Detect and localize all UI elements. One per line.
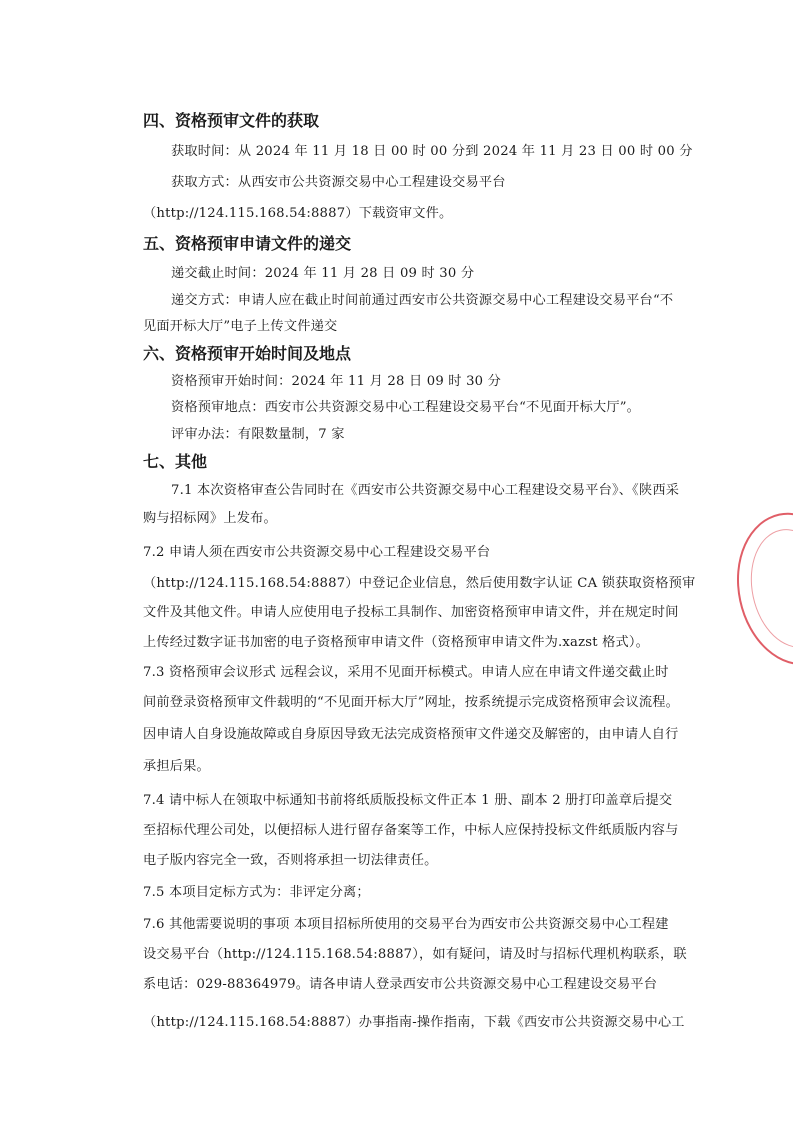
s7-p1-line: 购与招标网》上发布。 [143, 511, 277, 526]
s7-p2-line: （http://124.115.168.54:8887）中登记企业信息，然后使用数字认证 CA 锁获取资格预审 [143, 576, 696, 591]
s6-review-method: 评审办法：有限数量制，7 家 [171, 427, 345, 442]
s6-start-time: 资格预审开始时间：2024 年 11 月 28 日 09 时 30 分 [171, 374, 502, 389]
s7-p6-line: 7.6 其他需要说明的事项 本项目招标所使用的交易平台为西安市公共资源交易中心工程建 [143, 917, 669, 932]
s4-acquire-method: 获取方式：从西安市公共资源交易中心工程建设交易平台 [171, 175, 506, 190]
s4-acquire-time: 获取时间：从 2024 年 11 月 18 日 00 时 00 分到 2024 年 11 月 23 日 00 时 00 分 [171, 144, 693, 159]
section-5-heading: 五、资格预审申请文件的递交 [143, 234, 352, 253]
official-seal-stamp [723, 502, 793, 676]
s5-method-line2: 见面开标大厅”电子上传文件递交 [143, 319, 338, 334]
s7-p2-line: 文件及其他文件。申请人应使用电子投标工具制作、加密资格预审申请文件，并在规定时间 [143, 605, 679, 620]
s7-p3-line: 间前登录资格预审文件载明的“不见面开标大厅”网址，按系统提示完成资格预审会议流程。 [143, 695, 679, 710]
s7-p6-line: 系电话：029-88364979。请各申请人登录西安市公共资源交易中心工程建设交易平台 [143, 977, 658, 992]
section-4-heading: 四、资格预审文件的获取 [143, 111, 320, 130]
s5-method-line1: 递交方式：申请人应在截止时间前通过西安市公共资源交易中心工程建设交易平台“不 [171, 293, 674, 308]
s5-deadline: 递交截止时间：2024 年 11 月 28 日 09 时 30 分 [171, 266, 475, 281]
s7-p2-line: 上传经过数字证书加密的电子资格预审申请文件（资格预审申请文件为.xazst 格式）。 [143, 635, 650, 650]
s7-p3-line: 因申请人自身设施故障或自身原因导致无法完成资格预审文件递交及解密的，由申请人自行 [143, 727, 679, 742]
s7-p2-line: 7.2 申请人须在西安市公共资源交易中心工程建设交易平台 [143, 545, 491, 560]
s7-p5-line: 7.5 本项目定标方式为：非评定分离； [143, 885, 370, 900]
s7-p3-line: 承担后果。 [143, 759, 210, 774]
official-seal-inner-ring [740, 521, 793, 655]
s7-p4-line: 电子版内容完全一致，否则将承担一切法律责任。 [143, 853, 438, 868]
s7-p4-line: 7.4 请中标人在领取中标通知书前将纸质版投标文件正本 1 册、副本 2 册打印盖章后提交 [143, 793, 673, 808]
s7-p1-line: 7.1 本次资格审查公告同时在《西安市公共资源交易中心工程建设交易平台》、《陕西采 [171, 483, 680, 498]
s7-p3-line: 7.3 资格预审会议形式 远程会议，采用不见面开标模式。申请人应在申请文件递交截止时 [143, 665, 669, 680]
section-6-heading: 六、资格预审开始时间及地点 [143, 344, 352, 363]
s6-location: 资格预审地点：西安市公共资源交易中心工程建设交易平台“不见面开标大厅”。 [171, 400, 641, 415]
s4-acquire-url: （http://124.115.168.54:8887）下载资审文件。 [143, 206, 453, 221]
s7-p4-line: 至招标代理公司处，以便招标人进行留存备案等工作，中标人应保持投标文件纸质版内容与 [143, 823, 679, 838]
s7-p6-line: 设交易平台（http://124.115.168.54:8887），如有疑问，请及时与招标代理机构联系，联 [143, 947, 687, 962]
section-7-heading: 七、其他 [143, 452, 208, 471]
s7-p6-line: （http://124.115.168.54:8887）办事指南-操作指南，下载《西安市公共资源交易中心工 [143, 1015, 685, 1030]
